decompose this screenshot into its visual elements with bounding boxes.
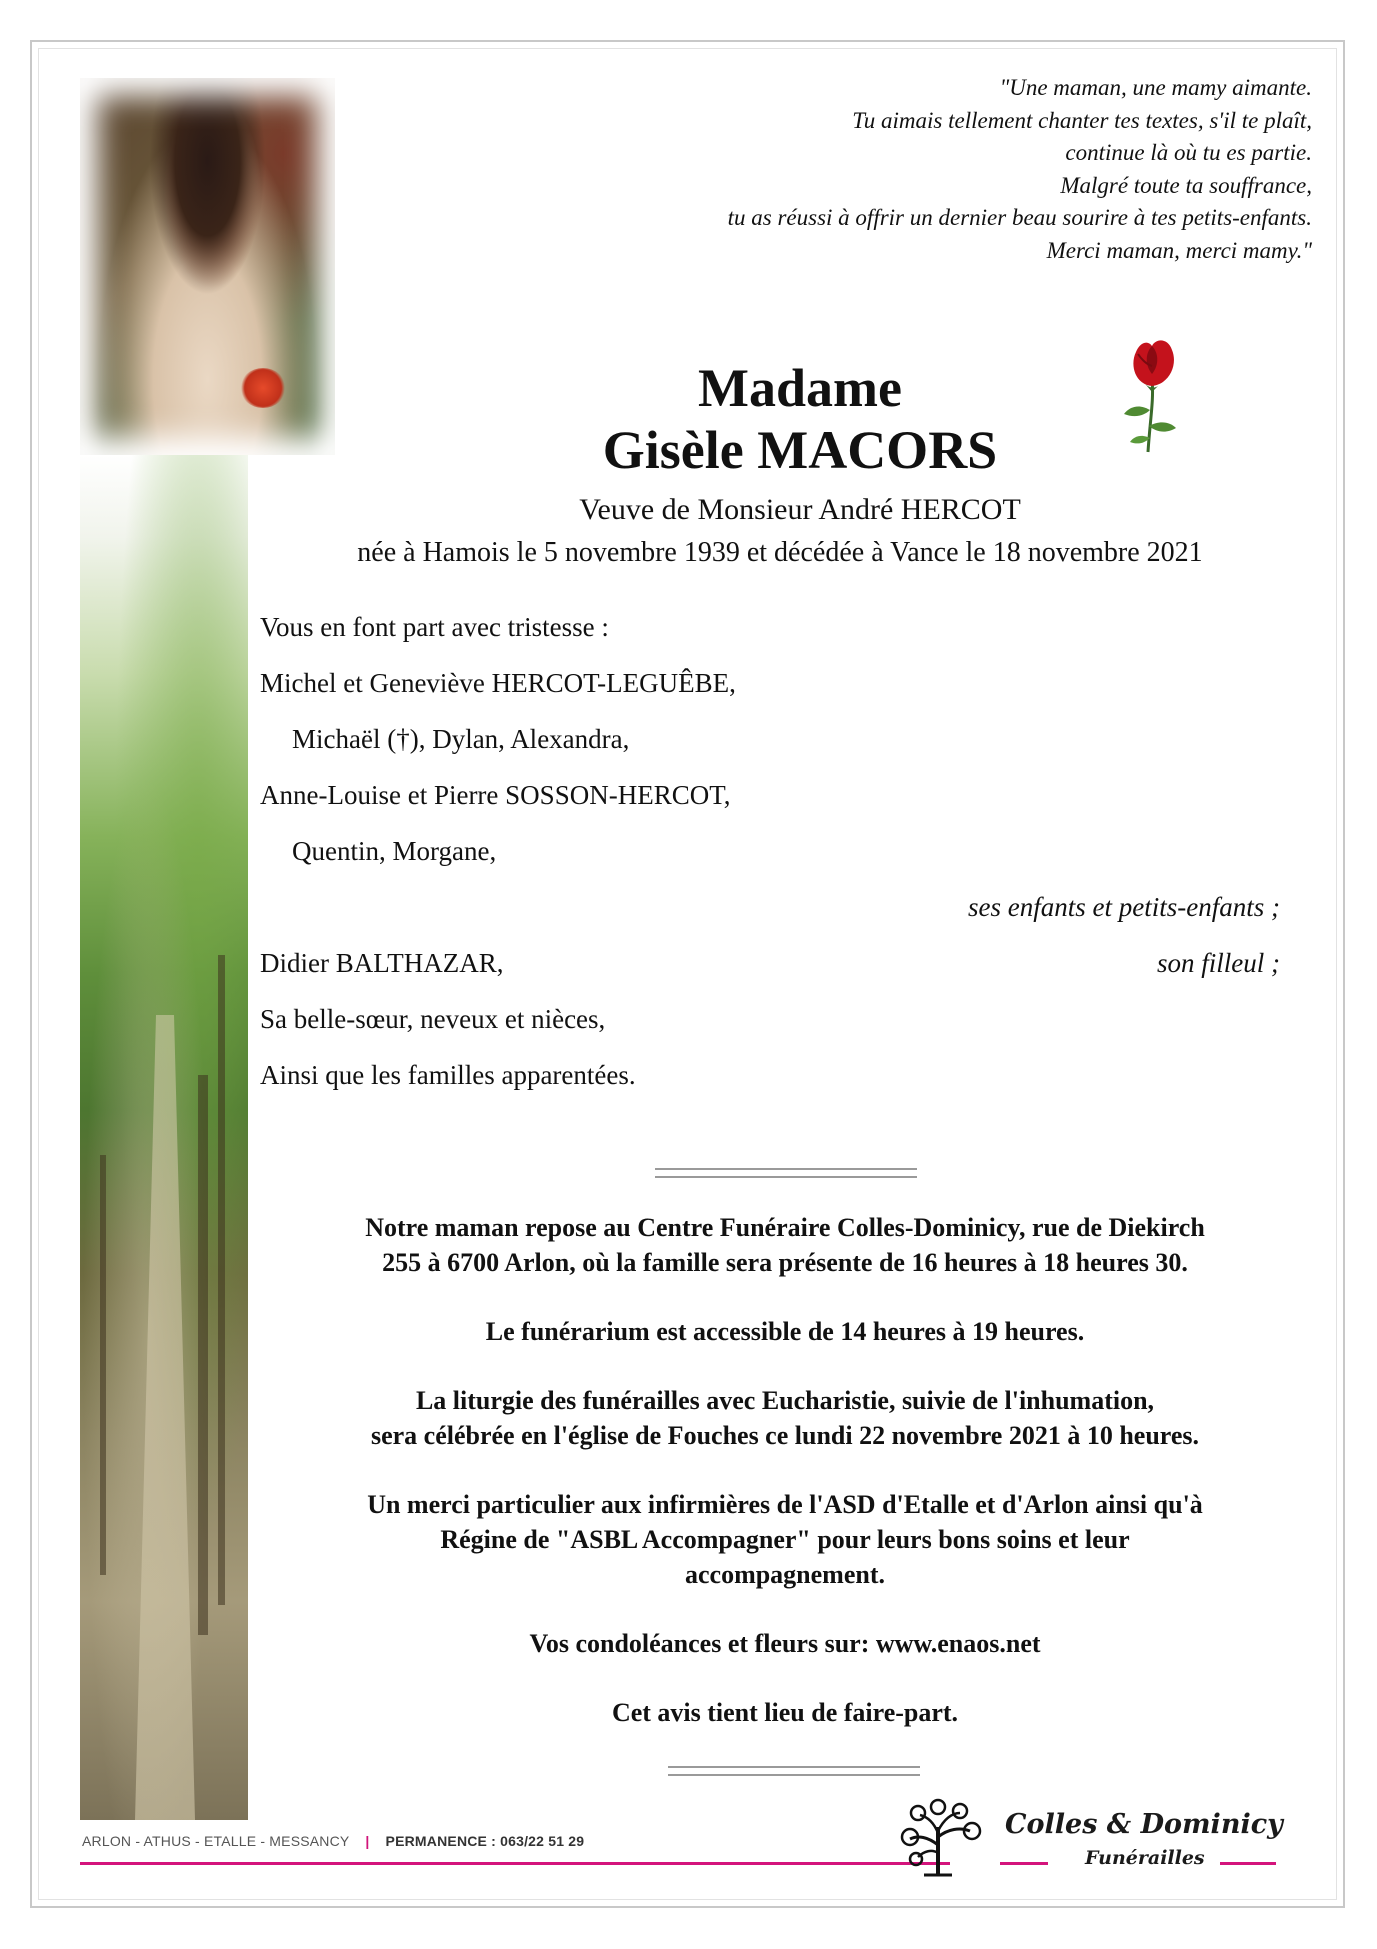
widow-of: Veuve de Monsieur André HERCOT [579,493,1021,526]
thanks-text: Régine de "ASBL Accompagner" pour leurs bons soins et leur [440,1525,1130,1554]
poem [552,72,1312,267]
deceased-name: Gisèle MACORS [602,420,998,480]
liturgy-text: sera célébrée en l'église de Fouches ce lundi 22 novembre 2021 à 10 heures. [370,1421,1200,1450]
brand-subtitle: Funérailles [1085,1847,1205,1869]
footer-divider: | [365,1833,370,1849]
godson: Didier BALTHAZAR, [260,948,504,978]
poem-line: continue là où tu es partie. [1065,140,1312,165]
brand-name: Colles & Dominicy [1005,1809,1283,1840]
funeral-information [270,1210,1300,1764]
family-line: Quentin, Morgane, [292,836,497,866]
rest-text: 255 à 6700 Arlon, où la famille sera présente de 16 heures à 18 heures 30. [382,1248,1188,1277]
brand-accent-line [1000,1862,1048,1865]
poem-line: Malgré toute ta souffrance, [1060,172,1312,198]
family-line: Michaël (†), Dylan, Alexandra, [292,724,630,754]
poem-line: Tu aimais tellement chanter tes textes, s'il te plaît, [852,107,1312,133]
children-relation: ses enfants et petits-enfants ; [968,892,1280,922]
footer-contact [82,1833,584,1849]
condolences-link[interactable]: Vos condoléances et fleurs sur: www.enaos.net [529,1629,1041,1658]
footer-locations: ARLON - ATHUS - ETALLE - MESSANCY [82,1833,350,1849]
sister-in-law: Sa belle-sœur, neveux et nièces, [260,1004,606,1034]
footer-permanence: PERMANENCE : 063/22 51 29 [385,1833,585,1849]
godson-relation: son filleul ; [1157,948,1280,978]
tree-logo-icon [888,1797,988,1877]
footer-accent-line [80,1862,950,1865]
salutation: Madame [698,358,902,418]
photo-rose [240,368,286,408]
family-intro: Vous en font part avec tristesse : [260,612,609,642]
separator-bottom [668,1766,920,1776]
rest-text: Notre maman repose au Centre Funéraire Colles-Dominicy, rue de Diekirch [365,1213,1205,1242]
birth-death-dates: née à Hamois le 5 novembre 1939 et décédée à Vance le 18 novembre 2021 [357,537,1203,568]
thanks-text: Un merci particulier aux infirmières de l'ASD d'Etalle et d'Arlon ainsi qu'à [367,1490,1203,1519]
separator-top [655,1168,917,1178]
forest-path-image [80,455,248,1820]
notice-text: Cet avis tient lieu de faire-part. [611,1698,959,1727]
liturgy-text: La liturgie des funérailles avec Eucharistie, suivie de l'inhumation, [415,1386,1155,1415]
deceased-title [400,358,1200,480]
family-line: Anne-Louise et Pierre SOSSON-HERCOT, [260,780,731,810]
poem-line: Merci maman, merci mamy." [1046,237,1312,263]
poem-line: tu as réussi à offrir un dernier beau sourire à tes petits-enfants. [727,205,1312,230]
access-hours: Le funérarium est accessible de 14 heures à 19 heures. [485,1317,1085,1346]
poem-line: "Une maman, une mamy aimante. [999,75,1312,100]
brand-accent-line [1220,1862,1276,1865]
family-line: Michel et Geneviève HERCOT-LEGUÊBE, [260,668,736,698]
thanks-text: accompagnement. [684,1560,885,1589]
portrait-photo [80,78,335,455]
relatives: Ainsi que les familles apparentées. [260,1060,636,1090]
